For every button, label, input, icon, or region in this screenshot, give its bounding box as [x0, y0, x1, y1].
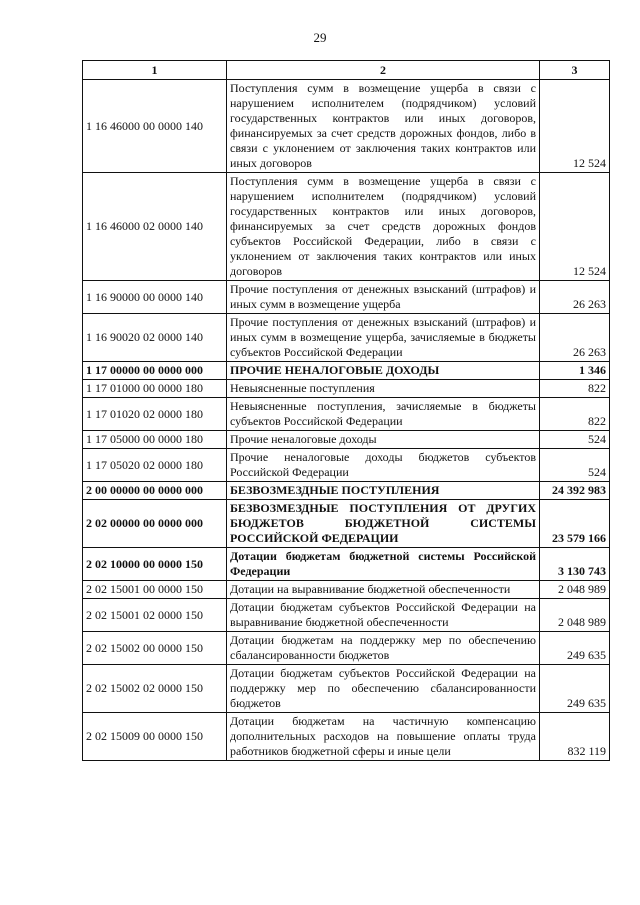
row-amount: 524: [540, 449, 610, 482]
table-row: [83, 449, 610, 482]
row-name: Невыясненные поступления, зачисляемые в бюджеты субъектов Российской Федерации: [227, 398, 540, 431]
row-name: Прочие поступления от денежных взысканий (штрафов) и иных сумм в возмещение ущерба, зачисляемые в бюджеты субъектов Российской Федерации: [227, 314, 540, 362]
row-amount: 822: [540, 380, 610, 398]
row-code: 1 16 90000 00 0000 140: [83, 281, 227, 314]
table-header-row: [83, 61, 610, 80]
row-name: БЕЗВОЗМЕЗДНЫЕ ПОСТУПЛЕНИЯ ОТ ДРУГИХ БЮДЖЕТОВ БЮДЖЕТНОЙ СИСТЕМЫ РОССИЙСКОЙ ФЕДЕРАЦИИ: [227, 500, 540, 548]
row-amount: 26 263: [540, 281, 610, 314]
row-name: Прочие поступления от денежных взысканий (штрафов) и иных сумм в возмещение ущерба: [227, 281, 540, 314]
table-row-section: [83, 362, 610, 380]
row-amount: 249 635: [540, 665, 610, 713]
row-amount: 822: [540, 398, 610, 431]
row-code: 1 17 05020 02 0000 180: [83, 449, 227, 482]
table-row: [83, 380, 610, 398]
row-name: ПРОЧИЕ НЕНАЛОГОВЫЕ ДОХОДЫ: [227, 362, 540, 380]
header-code: 1: [83, 61, 227, 80]
table-row-section: [83, 500, 610, 548]
row-code: 1 16 90020 02 0000 140: [83, 314, 227, 362]
page-number: 29: [313, 30, 327, 45]
table-row: [83, 581, 610, 599]
row-code: 2 02 10000 00 0000 150: [83, 548, 227, 581]
row-amount: 26 263: [540, 314, 610, 362]
row-name: Поступления сумм в возмещение ущерба в связи с нарушением исполнителем (подрядчиком) условий государственных контрактов или иных договоров, финансируемых за счет средств дорожных фондов, либо в связи с уклонением от заключения таких контрактов или иных договоров: [227, 80, 540, 173]
row-code: 1 17 01020 02 0000 180: [83, 398, 227, 431]
table-row: [83, 632, 610, 665]
row-name: Дотации на выравнивание бюджетной обеспеченности: [227, 581, 540, 599]
row-code: 1 16 46000 00 0000 140: [83, 80, 227, 173]
row-code: 2 02 15001 02 0000 150: [83, 599, 227, 632]
row-amount: 12 524: [540, 173, 610, 281]
table-row: [83, 398, 610, 431]
row-name: Прочие неналоговые доходы: [227, 431, 540, 449]
row-amount: 23 579 166: [540, 500, 610, 548]
table-row: [83, 173, 610, 281]
row-amount: 524: [540, 431, 610, 449]
row-name: Дотации бюджетам на поддержку мер по обеспечению сбалансированности бюджетов: [227, 632, 540, 665]
row-name: Прочие неналоговые доходы бюджетов субъектов Российской Федерации: [227, 449, 540, 482]
table-row-section: [83, 482, 610, 500]
row-amount: 24 392 983: [540, 482, 610, 500]
row-name: Дотации бюджетам на частичную компенсацию дополнительных расходов на повышение оплаты труда работников бюджетной сферы и иные цели: [227, 713, 540, 761]
table-row: [83, 314, 610, 362]
row-code: 2 02 15002 02 0000 150: [83, 665, 227, 713]
row-name: БЕЗВОЗМЕЗДНЫЕ ПОСТУПЛЕНИЯ: [227, 482, 540, 500]
row-name: Невыясненные поступления: [227, 380, 540, 398]
table-row: [83, 80, 610, 173]
header-amount: 3: [540, 61, 610, 80]
row-name: Поступления сумм в возмещение ущерба в связи с нарушением исполнителем (подрядчиком) условий государственных контрактов или иных договоров, финансируемых за счет средств дорожных фондов субъектов Российской Федерации, либо в связи с уклонением от заключения таких контрактов или иных договоров: [227, 173, 540, 281]
row-code: 2 02 00000 00 0000 000: [83, 500, 227, 548]
row-amount: 2 048 989: [540, 581, 610, 599]
row-code: 2 02 15009 00 0000 150: [83, 713, 227, 761]
row-code: 2 02 15002 00 0000 150: [83, 632, 227, 665]
revenue-table: [82, 60, 610, 761]
row-amount: 1 346: [540, 362, 610, 380]
table-row: [83, 281, 610, 314]
row-amount: 832 119: [540, 713, 610, 761]
row-amount: 249 635: [540, 632, 610, 665]
row-amount: 12 524: [540, 80, 610, 173]
table-row: [83, 665, 610, 713]
row-code: 2 00 00000 00 0000 000: [83, 482, 227, 500]
header-name: 2: [227, 61, 540, 80]
row-name: Дотации бюджетам субъектов Российской Федерации на выравнивание бюджетной обеспеченности: [227, 599, 540, 632]
table-row: [83, 599, 610, 632]
row-code: 1 16 46000 02 0000 140: [83, 173, 227, 281]
table-row-section: [83, 548, 610, 581]
table-row: [83, 431, 610, 449]
row-code: 1 17 01000 00 0000 180: [83, 380, 227, 398]
row-code: 1 17 05000 00 0000 180: [83, 431, 227, 449]
row-name: Дотации бюджетам субъектов Российской Федерации на поддержку мер по обеспечению сбалансированности бюджетов: [227, 665, 540, 713]
row-name: Дотации бюджетам бюджетной системы Российской Федерации: [227, 548, 540, 581]
row-amount: 2 048 989: [540, 599, 610, 632]
row-code: 2 02 15001 00 0000 150: [83, 581, 227, 599]
table-row: [83, 713, 610, 761]
row-amount: 3 130 743: [540, 548, 610, 581]
row-code: 1 17 00000 00 0000 000: [83, 362, 227, 380]
